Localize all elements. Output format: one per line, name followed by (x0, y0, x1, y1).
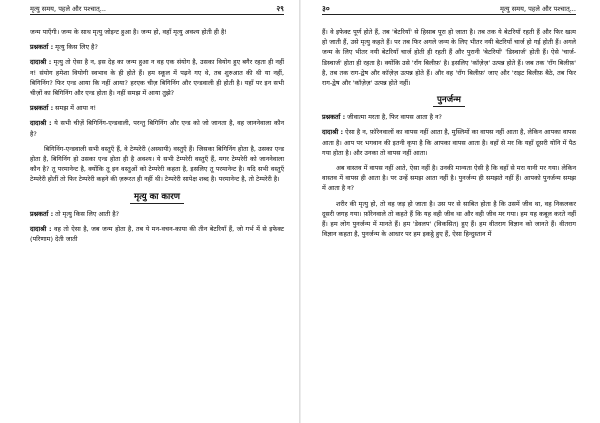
dialogue-paragraph (30, 42, 284, 52)
right-page-header (322, 4, 576, 15)
dialogue-text: ये सभी चीज़ें बिगिनिंग-एन्डवाली, परन्तु बिगिनिंग और एन्ड को जो जानता है, वह जाननेवाला कौन है? (30, 119, 284, 138)
speaker-label: प्रश्नकर्ता : (30, 43, 54, 52)
section-heading-text: मृत्यु का कारण (130, 192, 184, 204)
dialogue-text: तो मृत्यु किस लिए आती है? (53, 209, 120, 218)
left-page-body (30, 27, 284, 244)
speaker-label: प्रश्नकर्ता : (322, 113, 346, 122)
right-page (300, 0, 600, 423)
speaker-label: दादाश्री : (30, 119, 52, 128)
left-running-title: मृत्यु समय, पहले और पश्चात्... (30, 5, 107, 13)
dialogue-text: समझ में आया न! (53, 104, 97, 113)
dialogue-text: वह तो ऐसा है, जब जन्म होता है, तब ये मन-वचन-काया की तीन बेटरियाँ हैं, जो गर्भ में से इफेक्ट (परिणाम) देती जाती (30, 224, 284, 244)
dialogue-text: मृत्यु तो ऐसा है न, इस देह का जन्म हुआ न वह एक संयोग है, उसका वियोग हुए बगैर रहता ही नहीं न! संयोग हमेशा वियोगी स्वभाव के ही होते हैं। हम स्कूल में पढ़ने गए थे, तब शुरुआत की थी या नहीं, बिगिनिंग? फिर एन्ड आया कि नहीं आया? हरएक चीज़ बिगिनिंग और एन्डवाली ही होती है। यहाँ पर इन सभी चीज़ों का बिगिनिंग और एन्ड होता है। नहीं समझ में आया तुझे? (30, 58, 284, 98)
left-page-number: २९ (276, 4, 284, 13)
dialogue-text: जीवात्मा मरता है, फिर वापस आता है न? (345, 113, 442, 122)
dialogue-paragraph (322, 112, 576, 122)
left-page-header (30, 4, 284, 15)
dialogue-paragraph (30, 118, 284, 138)
section-heading (30, 191, 284, 203)
body-paragraph: हैं। वे इफेक्ट पूर्ण होते हैं, तब 'बेटरियाँ' से हिसाब पूरा हो जाता है। तब तक ये बेटरियाँ रहती हैं और फिर खत्म हो जाती हैं, उसे मृत्यु कहते हैं। पर तब फिर अगले जन्म के लिए भीतर नयी बेटरियाँ चार्ज हो गई होती हैं। अगले जन्म के लिए भीतर नयी बेटरियाँ चार्ज होती ही रहती हैं और पुरानी 'बेटरियाँ' 'डिस्चार्ज' होती हैं। ऐसे 'चार्ज-डिस्चार्ज' होता ही रहता है। क्योंकि उसे 'रॉंग बिलीफ़' है। इसलिए 'कॉज़ेज़' उत्पन्न होते हैं। जब तक 'रॉंग बिलीफ़' है, तब तक राग-द्वेष और कॉज़ेज़ उत्पन्न होते हैं। और वह 'रॉंग बिलीफ़' जाए और 'राइट बिलीफ़ बैठे, तब फिर राग-द्वेष और 'कॉज़ेज़' उत्पन्न होते नहीं। (322, 28, 576, 88)
dialogue-paragraph (30, 224, 284, 244)
speaker-label: दादाश्री : (30, 224, 52, 233)
dialogue-paragraph (30, 103, 284, 113)
dialogue-paragraph (30, 57, 284, 98)
section-heading (322, 94, 576, 106)
section-heading-text: पुनर्जन्म (433, 95, 465, 107)
speaker-label: प्रश्नकर्ता : (30, 209, 54, 218)
speaker-label: दादाश्री : (30, 58, 52, 67)
right-page-number: ३० (322, 4, 330, 13)
body-paragraph: शरीर की मृत्यु हो, तो वह जड़ हो जाता है। उस पर से साबित होता है कि उसमें जीव था, वह निकलकर दूसरी जगह गया। फ़ॉरेनवाले तो कहते हैं कि यह वही जीव था और वही जीव मर गया। हम यह कबूल करते नहीं हैं। हम लोग पुनर्जन्म में मानते हैं। हम 'डेवलप' (विकसित) हुए हैं। हम वीतराग विज्ञान को जानते हैं। वीतराग विज्ञान कहता है, पुनर्जन्म के आधार पर हम इकट्ठे हुए हैं, ऐसा हिन्दुस्तान में (322, 199, 576, 239)
body-paragraph: अब वास्तव में वापस नहीं आते, ऐसा नहीं है। उनकी मान्यता ऐसी है कि वहाँ से मरा यानी मर गया। लेकिन वास्तव में वापस ही आता है। पर उन्हें समझ आता नहीं है। पुनर्जन्म ही समझते नहीं हैं। आपको पुनर्जन्म समझ में आता है न? (322, 164, 576, 193)
speaker-label: दादाश्री : (322, 128, 344, 137)
dialogue-text: मृत्यु किस लिए है? (53, 43, 98, 52)
dialogue-text: ऐसा है न, फ़ॉरेनवालों का वापस नहीं आता है, मुस्लिमों का वापस नहीं आता है, लेकिन आपका वापस आता है। आप पर भगवान की इतनी कृपा है कि आपका वापस आता है। वहाँ से मर कि यहाँ दूसरी योनि में पैठ गया होता है। और उनका तो वापस नहीं आता। (322, 128, 576, 157)
body-paragraph: जन्म पाएँगी। जन्म के साथ मृत्यु जोइन्ट हुआ है। जन्म हो, वहाँ मृत्यु अवश्य होती ही है! (30, 28, 227, 36)
dialogue-paragraph (30, 209, 284, 219)
dialogue-paragraph (322, 127, 576, 158)
right-running-title: मृत्यु समय, पहले और पश्चात्... (499, 5, 576, 13)
body-paragraph: बिगिनिंग-एन्डवाली सभी वस्तुएँ हैं, वे टेम्परेरी (अस्थायी) वस्तुएँ हैं। जिसका बिगिनिंग होता है, उसका एन्ड होता है, बिगिनिंग हो उसका एन्ड होता ही है अवश्य। ये सभी टेम्परेरी वस्तुएँ हैं, मगर टेम्परेरी को जाननेवाला कौन है? तू परमानेन्ट है, क्योंकि तू इन वस्तुओं को टेम्परेरी कहता है, इसलिए तू परमानेन्ट है। यदि सभी वस्तुएँ टेम्परेरी होतीं तो फिर टेम्परेरी कहने की ज़रूरत ही नहीं थी। टेम्परेरी सापेक्ष शब्द है। परमानेन्ट है, तो टेम्परेरी है। (30, 144, 284, 184)
right-page-body (322, 27, 576, 239)
speaker-label: प्रश्नकर्ता : (30, 104, 54, 113)
